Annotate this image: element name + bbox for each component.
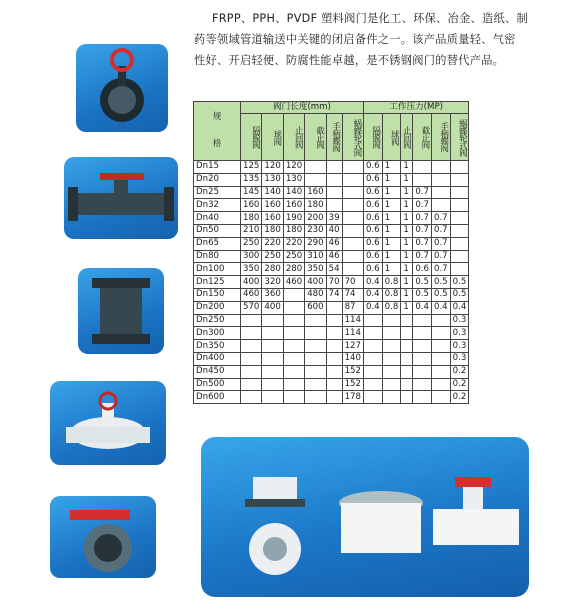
- value-cell: [450, 224, 469, 237]
- value-cell: 70: [342, 276, 363, 289]
- value-cell: 0.6: [413, 263, 432, 276]
- value-cell: [241, 391, 262, 404]
- value-cell: 1: [401, 161, 413, 174]
- value-cell: [413, 173, 432, 186]
- value-cell: 0.4: [363, 288, 382, 301]
- value-cell: 1: [382, 250, 401, 263]
- value-cell: 135: [241, 173, 262, 186]
- value-cell: 280: [262, 263, 283, 276]
- size-cell: Dn100: [194, 263, 241, 276]
- table-row: [194, 314, 469, 327]
- size-cell: Dn500: [194, 378, 241, 391]
- value-cell: 130: [283, 173, 304, 186]
- product-group-photo: [201, 437, 529, 597]
- value-cell: [431, 327, 450, 340]
- table-row: [194, 161, 469, 174]
- value-cell: 1: [401, 199, 413, 212]
- value-cell: [431, 365, 450, 378]
- value-cell: 74: [342, 288, 363, 301]
- value-cell: 0.7: [413, 237, 432, 250]
- value-cell: [431, 391, 450, 404]
- value-cell: [305, 173, 326, 186]
- value-cell: 1: [382, 186, 401, 199]
- value-cell: 350: [241, 263, 262, 276]
- value-cell: [342, 161, 363, 174]
- value-cell: 600: [305, 301, 326, 314]
- value-cell: [342, 263, 363, 276]
- value-cell: [431, 199, 450, 212]
- table-row: [194, 186, 469, 199]
- value-cell: 0.4: [363, 276, 382, 289]
- value-cell: [401, 378, 413, 391]
- value-cell: 0.3: [450, 327, 469, 340]
- value-cell: 320: [262, 276, 283, 289]
- value-cell: [431, 340, 450, 353]
- value-cell: [283, 340, 304, 353]
- value-cell: 1: [382, 224, 401, 237]
- value-cell: 1: [401, 276, 413, 289]
- value-cell: 0.7: [413, 199, 432, 212]
- col-header: 蜗蝶轮式阀: [450, 114, 469, 161]
- value-cell: 0.6: [363, 186, 382, 199]
- value-cell: [262, 365, 283, 378]
- value-cell: 1: [382, 237, 401, 250]
- value-cell: 1: [401, 250, 413, 263]
- value-cell: [450, 173, 469, 186]
- value-cell: 0.8: [382, 288, 401, 301]
- value-cell: [283, 327, 304, 340]
- value-cell: 0.2: [450, 378, 469, 391]
- value-cell: 0.4: [363, 301, 382, 314]
- value-cell: [450, 263, 469, 276]
- value-cell: [326, 199, 342, 212]
- value-cell: 0.4: [413, 301, 432, 314]
- spec-table-body: [194, 161, 469, 404]
- col-header: 球阀: [382, 114, 401, 161]
- value-cell: [342, 224, 363, 237]
- value-cell: [401, 340, 413, 353]
- size-cell: Dn250: [194, 314, 241, 327]
- value-cell: [305, 391, 326, 404]
- value-cell: 54: [326, 263, 342, 276]
- value-cell: 250: [283, 250, 304, 263]
- value-cell: 250: [241, 237, 262, 250]
- value-cell: [241, 352, 262, 365]
- table-row: [194, 378, 469, 391]
- table-row: [194, 173, 469, 186]
- value-cell: [450, 212, 469, 225]
- value-cell: 140: [262, 186, 283, 199]
- value-cell: 0.5: [413, 288, 432, 301]
- value-cell: [431, 161, 450, 174]
- value-cell: [401, 314, 413, 327]
- value-cell: 400: [262, 301, 283, 314]
- size-cell: Dn125: [194, 276, 241, 289]
- value-cell: [326, 391, 342, 404]
- value-cell: 1: [401, 186, 413, 199]
- value-cell: [283, 352, 304, 365]
- value-cell: 280: [283, 263, 304, 276]
- value-cell: 1: [401, 224, 413, 237]
- value-cell: [326, 161, 342, 174]
- value-cell: [363, 378, 382, 391]
- value-cell: 1: [382, 199, 401, 212]
- value-cell: [262, 391, 283, 404]
- value-cell: [326, 365, 342, 378]
- value-cell: [382, 327, 401, 340]
- value-cell: [262, 340, 283, 353]
- value-cell: 290: [305, 237, 326, 250]
- value-cell: 160: [241, 199, 262, 212]
- table-row: [194, 301, 469, 314]
- value-cell: [382, 352, 401, 365]
- value-cell: [326, 173, 342, 186]
- value-cell: [241, 378, 262, 391]
- value-cell: [342, 237, 363, 250]
- table-row: [194, 352, 469, 365]
- size-cell: Dn40: [194, 212, 241, 225]
- value-cell: 160: [283, 199, 304, 212]
- value-cell: [305, 352, 326, 365]
- value-cell: 70: [326, 276, 342, 289]
- value-cell: [342, 250, 363, 263]
- value-cell: 0.7: [431, 237, 450, 250]
- value-cell: [363, 352, 382, 365]
- value-cell: 1: [401, 212, 413, 225]
- size-cell: Dn350: [194, 340, 241, 353]
- value-cell: 230: [305, 224, 326, 237]
- value-cell: 0.6: [363, 212, 382, 225]
- value-cell: [283, 288, 304, 301]
- value-cell: [326, 327, 342, 340]
- table-row: [194, 263, 469, 276]
- table-row: [194, 212, 469, 225]
- value-cell: 350: [305, 263, 326, 276]
- value-cell: 400: [241, 276, 262, 289]
- size-cell: Dn25: [194, 186, 241, 199]
- value-cell: 152: [342, 365, 363, 378]
- value-cell: 1: [401, 263, 413, 276]
- value-cell: 0.7: [413, 224, 432, 237]
- value-cell: 220: [262, 237, 283, 250]
- ball-valve-photo: [64, 157, 178, 239]
- value-cell: 0.7: [431, 212, 450, 225]
- value-cell: 460: [241, 288, 262, 301]
- value-cell: 0.4: [431, 301, 450, 314]
- table-row: [194, 340, 469, 353]
- value-cell: [241, 340, 262, 353]
- size-cell: Dn20: [194, 173, 241, 186]
- value-cell: [363, 327, 382, 340]
- value-cell: 0.5: [431, 276, 450, 289]
- size-cell: Dn150: [194, 288, 241, 301]
- value-cell: 0.2: [450, 365, 469, 378]
- value-cell: 210: [241, 224, 262, 237]
- value-cell: 0.5: [431, 288, 450, 301]
- value-cell: 178: [342, 391, 363, 404]
- value-cell: [363, 391, 382, 404]
- size-cell: Dn450: [194, 365, 241, 378]
- value-cell: 46: [326, 250, 342, 263]
- value-cell: 360: [262, 288, 283, 301]
- value-cell: [241, 365, 262, 378]
- value-cell: [326, 186, 342, 199]
- value-cell: 130: [262, 173, 283, 186]
- value-cell: 0.7: [413, 186, 432, 199]
- spec-label-bottom: 格: [212, 139, 222, 149]
- value-cell: [283, 391, 304, 404]
- value-cell: [326, 378, 342, 391]
- value-cell: 127: [342, 340, 363, 353]
- value-cell: [413, 365, 432, 378]
- value-cell: [382, 378, 401, 391]
- value-cell: 160: [262, 212, 283, 225]
- value-cell: 0.7: [431, 250, 450, 263]
- pressure-group-header: 工作压力(MP): [363, 102, 468, 114]
- value-cell: [262, 314, 283, 327]
- col-header: 手柄蝶阀: [431, 114, 450, 161]
- value-cell: 0.6: [363, 199, 382, 212]
- value-cell: [431, 378, 450, 391]
- col-header: 截止阀: [413, 114, 432, 161]
- value-cell: 140: [283, 186, 304, 199]
- value-cell: [401, 327, 413, 340]
- value-cell: [326, 340, 342, 353]
- value-cell: [450, 199, 469, 212]
- value-cell: [283, 365, 304, 378]
- value-cell: 0.7: [431, 224, 450, 237]
- spec-label-top: 规: [212, 112, 222, 122]
- value-cell: [305, 161, 326, 174]
- value-cell: [413, 314, 432, 327]
- table-row: [194, 365, 469, 378]
- value-cell: [450, 250, 469, 263]
- butterfly-valve-photo: [76, 44, 168, 132]
- col-header: 隔膜阀: [363, 114, 382, 161]
- col-header: 截止阀: [305, 114, 326, 161]
- value-cell: 0.7: [431, 263, 450, 276]
- value-cell: [363, 365, 382, 378]
- value-cell: [283, 378, 304, 391]
- value-cell: 160: [262, 199, 283, 212]
- value-cell: [413, 378, 432, 391]
- value-cell: [283, 301, 304, 314]
- value-cell: 0.6: [363, 173, 382, 186]
- value-cell: 0.5: [450, 276, 469, 289]
- value-cell: [431, 186, 450, 199]
- col-header: 手柄蝶阀: [326, 114, 342, 161]
- value-cell: 0.4: [450, 301, 469, 314]
- value-cell: [262, 327, 283, 340]
- table-row: [194, 288, 469, 301]
- size-cell: Dn15: [194, 161, 241, 174]
- intro-paragraph: [194, 8, 564, 71]
- value-cell: [431, 314, 450, 327]
- value-cell: 180: [305, 199, 326, 212]
- diaphragm-valve-photo: [50, 381, 166, 465]
- col-header: 蜗蝶轮式阀: [342, 114, 363, 161]
- value-cell: [305, 314, 326, 327]
- value-cell: 160: [305, 186, 326, 199]
- value-cell: 1: [382, 161, 401, 174]
- value-cell: 0.6: [363, 250, 382, 263]
- table-row: [194, 250, 469, 263]
- size-cell: Dn400: [194, 352, 241, 365]
- size-cell: Dn300: [194, 327, 241, 340]
- value-cell: 87: [342, 301, 363, 314]
- value-cell: [382, 314, 401, 327]
- value-cell: 0.7: [413, 212, 432, 225]
- value-cell: 300: [241, 250, 262, 263]
- value-cell: 114: [342, 314, 363, 327]
- value-cell: [326, 301, 342, 314]
- spec-header: [194, 102, 241, 161]
- value-cell: [326, 314, 342, 327]
- value-cell: 145: [241, 186, 262, 199]
- table-row: [194, 199, 469, 212]
- col-header: 隔膜阀: [241, 114, 262, 161]
- value-cell: [382, 391, 401, 404]
- value-cell: 0.5: [413, 276, 432, 289]
- value-cell: 0.6: [363, 224, 382, 237]
- value-cell: [262, 352, 283, 365]
- value-cell: 120: [262, 161, 283, 174]
- value-cell: 74: [326, 288, 342, 301]
- value-cell: 1: [401, 173, 413, 186]
- value-cell: [450, 237, 469, 250]
- value-cell: [241, 327, 262, 340]
- value-cell: [413, 161, 432, 174]
- value-cell: [241, 314, 262, 327]
- handle-butterfly-valve-photo: [50, 496, 156, 578]
- value-cell: 1: [382, 212, 401, 225]
- value-cell: 39: [326, 212, 342, 225]
- value-cell: 120: [283, 161, 304, 174]
- col-header: 球阀: [262, 114, 283, 161]
- length-group-header: 阀门长度(mm): [241, 102, 364, 114]
- value-cell: [305, 340, 326, 353]
- value-cell: 125: [241, 161, 262, 174]
- value-cell: 0.3: [450, 352, 469, 365]
- value-cell: [413, 340, 432, 353]
- size-cell: Dn32: [194, 199, 241, 212]
- table-row: [194, 224, 469, 237]
- value-cell: [363, 340, 382, 353]
- value-cell: 250: [262, 250, 283, 263]
- value-cell: [401, 365, 413, 378]
- value-cell: [431, 352, 450, 365]
- value-cell: 220: [283, 237, 304, 250]
- value-cell: 480: [305, 288, 326, 301]
- intro-line-3: 性好、开启轻便、防腐性能卓越，是不锈钢阀门的替代产品。: [194, 54, 505, 67]
- value-cell: [283, 314, 304, 327]
- value-cell: 0.6: [363, 237, 382, 250]
- value-cell: [342, 186, 363, 199]
- value-cell: 0.8: [382, 301, 401, 314]
- value-cell: [305, 378, 326, 391]
- table-row: [194, 391, 469, 404]
- value-cell: [342, 199, 363, 212]
- value-cell: [413, 327, 432, 340]
- size-cell: Dn65: [194, 237, 241, 250]
- value-cell: 1: [401, 237, 413, 250]
- value-cell: [342, 173, 363, 186]
- value-cell: 152: [342, 378, 363, 391]
- value-cell: 0.5: [450, 288, 469, 301]
- value-cell: 1: [382, 173, 401, 186]
- value-cell: [262, 378, 283, 391]
- value-cell: [413, 352, 432, 365]
- value-cell: 140: [342, 352, 363, 365]
- size-cell: Dn200: [194, 301, 241, 314]
- value-cell: 0.3: [450, 340, 469, 353]
- size-cell: Dn600: [194, 391, 241, 404]
- value-cell: [431, 173, 450, 186]
- value-cell: 114: [342, 327, 363, 340]
- check-valve-photo: [78, 268, 164, 354]
- value-cell: 46: [326, 237, 342, 250]
- table-row: [194, 327, 469, 340]
- value-cell: 190: [283, 212, 304, 225]
- value-cell: [305, 365, 326, 378]
- size-cell: Dn50: [194, 224, 241, 237]
- value-cell: 0.8: [382, 276, 401, 289]
- value-cell: [401, 352, 413, 365]
- spec-table: [193, 101, 469, 404]
- value-cell: 570: [241, 301, 262, 314]
- intro-line-1: FRPP、PPH、PVDF 塑料阀门是化工、环保、冶金、造纸、制: [212, 12, 528, 25]
- value-cell: [326, 352, 342, 365]
- value-cell: [382, 340, 401, 353]
- value-cell: [342, 212, 363, 225]
- value-cell: 460: [283, 276, 304, 289]
- value-cell: 1: [382, 263, 401, 276]
- value-cell: 200: [305, 212, 326, 225]
- value-cell: [450, 161, 469, 174]
- value-cell: 1: [401, 301, 413, 314]
- value-cell: 310: [305, 250, 326, 263]
- value-cell: 40: [326, 224, 342, 237]
- size-cell: Dn80: [194, 250, 241, 263]
- value-cell: 180: [283, 224, 304, 237]
- value-cell: [450, 186, 469, 199]
- table-row: [194, 276, 469, 289]
- value-cell: 400: [305, 276, 326, 289]
- value-cell: 180: [241, 212, 262, 225]
- value-cell: 0.7: [413, 250, 432, 263]
- value-cell: 0.2: [450, 391, 469, 404]
- table-row: [194, 237, 469, 250]
- value-cell: [382, 365, 401, 378]
- value-cell: 1: [401, 288, 413, 301]
- value-cell: [305, 327, 326, 340]
- col-header: 止回阀: [401, 114, 413, 161]
- value-cell: 0.3: [450, 314, 469, 327]
- value-cell: [413, 391, 432, 404]
- intro-line-2: 药等领域管道输送中关键的闭启备件之一。该产品质量轻、气密: [194, 33, 516, 46]
- value-cell: 0.6: [363, 263, 382, 276]
- col-header: 止回阀: [283, 114, 304, 161]
- value-cell: [401, 391, 413, 404]
- value-cell: [363, 314, 382, 327]
- value-cell: 0.6: [363, 161, 382, 174]
- value-cell: 180: [262, 224, 283, 237]
